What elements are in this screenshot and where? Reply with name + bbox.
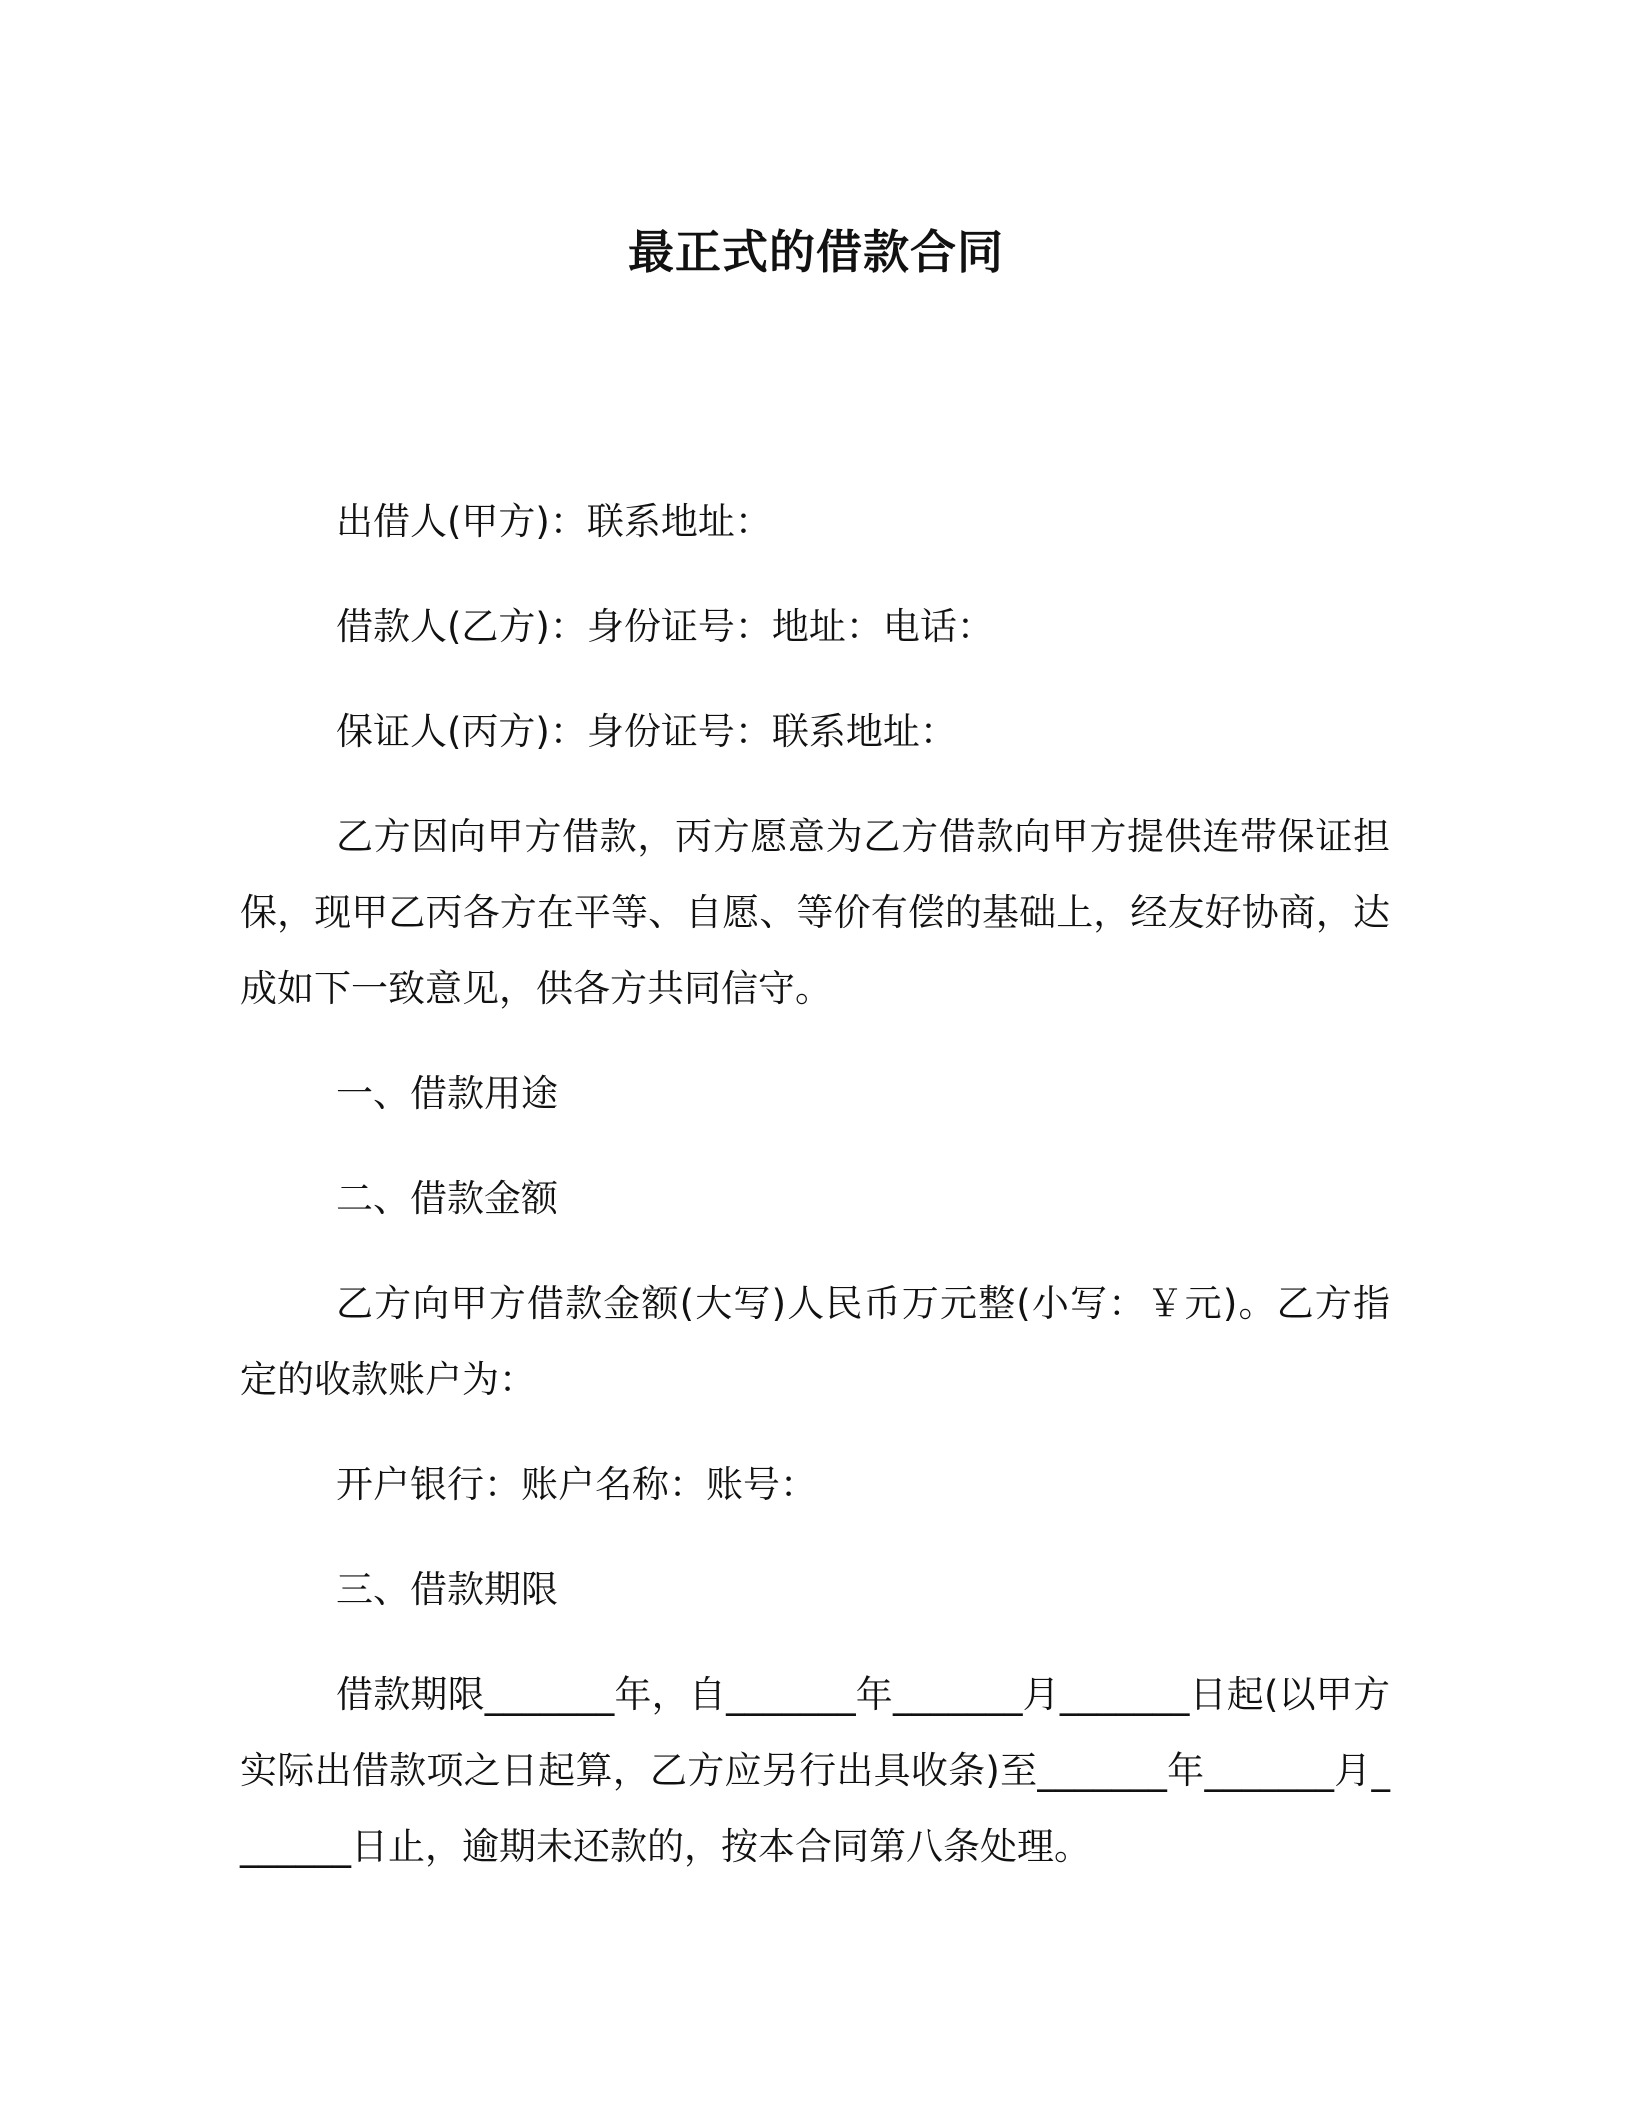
paragraph-amount: 乙方向甲方借款金额(大写)人民币万元整(小写：￥元)。乙方指定的收款账户为： — [240, 1282, 1390, 1401]
paragraph-preamble: 乙方因向甲方借款，丙方愿意为乙方借款向甲方提供连带保证担保，现甲乙丙各方在平等、自愿、等价有偿的基础上，经友好协商，达成如下一致意见，供各方共同信守。 — [240, 815, 1390, 1010]
paragraph-guarantor: 保证人(丙方)：身份证号：联系地址： — [336, 710, 957, 753]
document-title: 最正式的借款合同 — [628, 225, 1004, 279]
paragraph-term: 借款期限_______年，自_______年_______月_______日起(以甲方实际出借款项之日起算，乙方应另行出具收条)至_______年_______月_______日止，逾期未还款的，按本合同第八条处理。 — [240, 1673, 1390, 1868]
section-heading-term: 三、借款期限 — [336, 1568, 558, 1611]
paragraph-lender: 出借人(甲方)：联系地址： — [336, 500, 772, 543]
section-heading-amount: 二、借款金额 — [336, 1177, 558, 1220]
section-heading-purpose: 一、借款用途 — [336, 1072, 558, 1115]
paragraph-borrower: 借款人(乙方)：身份证号：地址：电话： — [336, 605, 994, 648]
paragraph-bank-account: 开户银行：账户名称：账号： — [336, 1463, 817, 1506]
document-body — [240, 484, 1390, 1914]
